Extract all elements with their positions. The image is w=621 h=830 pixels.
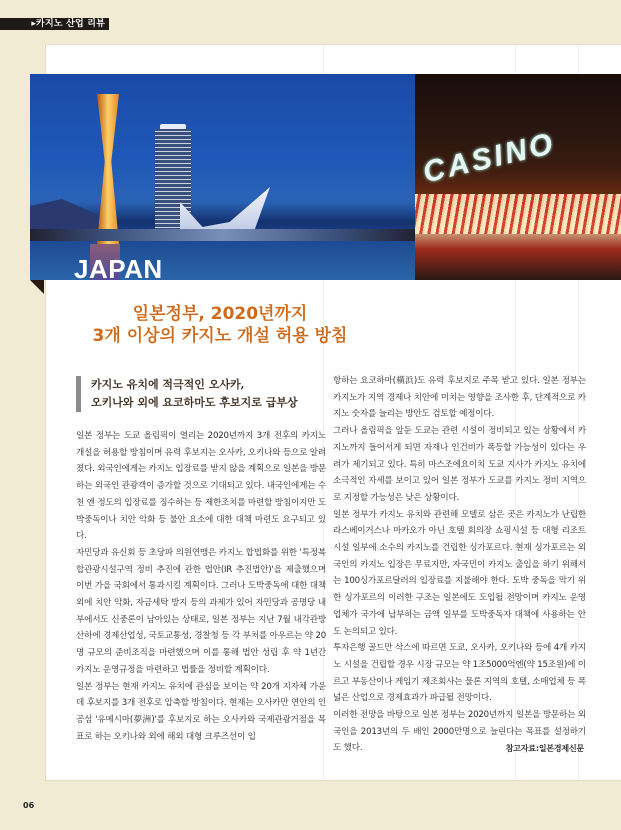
body-column-right — [333, 373, 586, 758]
paragraph: 일본 정부는 현재 카지노 유치에 관심을 보이는 약 20개 지자체 가운데 후보지를 3개 전후로 압축할 방침이다. 현재는 오사카만 연안의 인공섬 '유메시마(夢洲)'를 후보지로 하는 오사카와 국제관광거점을 목표로 하는 오키나와 외에 해외 대형 크루즈선이 입 — [76, 681, 326, 742]
article-headline — [70, 303, 370, 347]
paragraph: 일본 정부는 도쿄 올림픽이 열리는 2020년까지 3개 전후의 카지노 개설을 허용할 방침이며 유력 후보지는 오사카, 오키나와 등으로 알려졌다. 외국인에게는 카지노 입장료를 받지 않을 계획으로 일본을 방문하는 외국인 관광객이 증가할 것으로 기대되고 있다. 내국인에게는 수천 엔 정도의 입장료를 징수하는 등 제한조치를 마련할 방침이지만 도박중독이나 치안 악화 등 불안 요소에 대한 대책 마련도 요구되고 있다. — [76, 431, 326, 542]
kobe-skyline-photo — [30, 74, 415, 280]
source-credit: 참고자료:일본경제신문 — [505, 744, 584, 754]
paragraph: 투자은행 골드만 삭스에 따르면 도쿄, 오사카, 오키나와 등에 4개 카지노 시설을 건립할 경우 시장 규모는 약 1조5000억엔(약 15조원)에 이르고 부동산이나 게임기 제조회사는 물론 지역의 호텔, 소매업체 등 폭넓은 산업으로 경제효과가 파급될 전망이다. — [333, 643, 586, 704]
marquee-lights — [415, 194, 621, 234]
section-tag-label: ▸카지노 산업 리뷰 — [31, 19, 105, 29]
article-subhead — [76, 376, 341, 412]
japan-label: JAPAN — [74, 254, 163, 280]
body-column-left — [76, 428, 326, 745]
corner-fold-decoration — [30, 280, 44, 294]
headline-line: 일본정부, 2020년까지 — [132, 304, 308, 324]
paragraph: 일본 정부가 카지노 유치와 관련해 모델로 삼은 곳은 카지노가 난립한 라스베이거스나 마카오가 아닌 호텔 회의장 쇼핑시설 등 대형 리조트 시설 일부에 소수의 카지노를 건립한 싱가포르다. 현재 싱가포르는 외국인의 카지노 입장은 무료지만, 자국민이 카지노 출입을 하기 위해서는 100싱가포르달러의 입장료를 지불해야 한다. 도박 중독을 막기 위한 싱가포르의 이러한 구조는 일본에도 도입될 전망이며 카지노 운영업체가 국가에 납부하는 금액 일부를 도박중독자 대책에 사용하는 안도 논의되고 있다. — [333, 509, 586, 637]
paragraph: 항하는 요코하마(橫浜)도 유력 후보지로 주목 받고 있다. 일본 정부는 카지노가 지역 경제나 치안에 미치는 영향을 조사한 후, 단계적으로 카지노 숫자를 늘리는 방안도 검토할 예정이다. — [333, 376, 586, 420]
paragraph: 그러나 올림픽을 앞둔 도쿄는 관련 시설이 정비되고 있는 상황에서 카지노까지 들어서게 되면 자재나 인건비가 폭등할 가능성이 있다는 우려가 제기되고 있다. 특히 마스조에요이치 도쿄 지사가 카지노 유치에 소극적인 자세를 보이고 있어 일본 정부가 도쿄를 카지노 정비 지역으로 지정할 가능성은 낮은 상황이다. — [333, 426, 586, 503]
headline-line: 3개 이상의 카지노 개설 허용 방침 — [92, 326, 348, 346]
port-tower-shape — [97, 94, 119, 244]
casino-sign-text: CASINO — [419, 126, 559, 190]
casino-sign-photo — [415, 74, 621, 280]
page-number: 06 — [23, 801, 35, 810]
paragraph: 자민당과 유신회 등 초당파 의원연맹은 카지노 합법화를 위한 '특정복합관광시설구역 정비 추진에 관한 법안(IR 추진법안)'을 제출했으며 이번 가을 국회에서 통과시킬 계획이다. 그러나 도박중독에 대한 대책 외에 치안 악화, 자금세탁 방지 등의 과제가 있어 자민당과 공명당 내부에서도 신중론이 남아있는 상태로, 일본 정부는 지난 7월 내각관방 산하에 경제산업성, 국토교통성, 경찰청 등 각 부처를 아우르는 약 20명 규모의 준비조직을 마련했으며 이를 통해 법안 성립 후 약 1년간 카지노 운영규정을 마련하고 법률을 정비할 계획이다. — [76, 547, 326, 675]
subhead-line: 카지노 유치에 적극적인 오사카, — [91, 378, 245, 391]
paragraph: 이러한 전망을 바탕으로 일본 정부는 2020년까지 일본을 방문하는 외국인을 2013년의 두 배인 2000만명으로 늘린다는 목표를 설정하기도 했다. — [333, 710, 586, 754]
section-tag — [0, 18, 109, 30]
subhead-line: 오키나와 외에 요코하마도 후보지로 급부상 — [91, 396, 298, 409]
hero-images — [30, 74, 621, 280]
shoreline-shape — [30, 229, 415, 241]
